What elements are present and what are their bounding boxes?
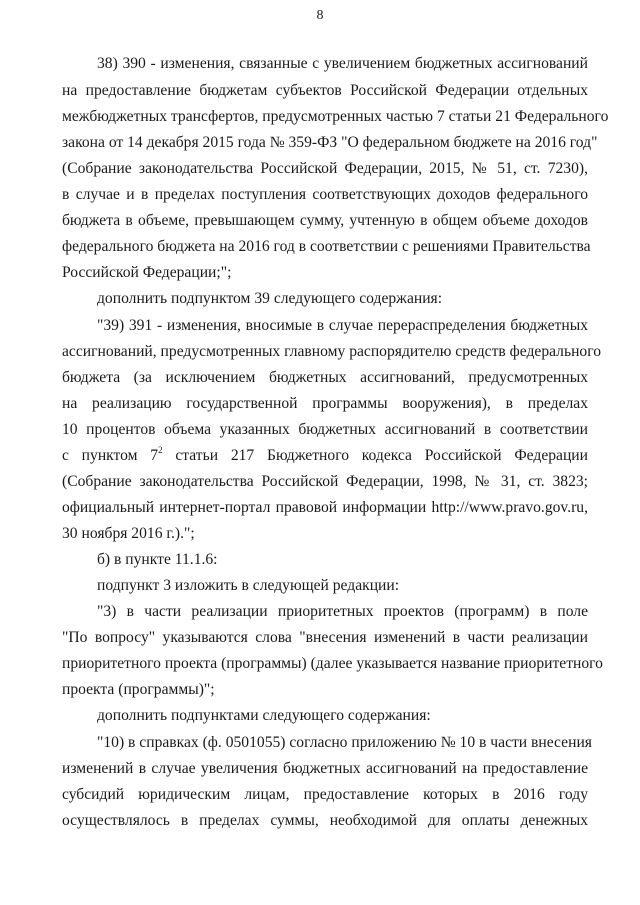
text-line: закона от 14 декабря 2015 года № 359-ФЗ "О федеральном бюджете на 2016 год" bbox=[62, 134, 598, 151]
text-line: официальный интернет-портал правовой информации http://www.pravo.gov.ru, bbox=[62, 499, 588, 516]
text-line: изменений в случае увеличения бюджетных ассигнований на предоставление bbox=[62, 760, 588, 777]
text-line: на предоставление бюджетам субъектов Российской Федерации отдельных bbox=[62, 82, 588, 99]
text-line: приоритетного проекта (программы) (далее указывается название приоритетного bbox=[62, 655, 603, 672]
text-line: "10) в справках (ф. 0501055) согласно приложению № 10 в части внесения bbox=[97, 734, 592, 751]
text-fragment: статьи 217 Бюджетного кодекса Российской Федерации bbox=[162, 447, 588, 464]
text-line: субсидий юридическим лицам, предоставление которых в 2016 году bbox=[62, 786, 588, 803]
text-line: 38) 390 - изменения, связанные с увеличением бюджетных ассигнований bbox=[97, 55, 588, 72]
text-line: подпункт 3 изложить в следующей редакции: bbox=[97, 577, 400, 594]
text-line: дополнить подпунктами следующего содержания: bbox=[97, 707, 431, 724]
text-line: на реализацию государственной программы вооружения), в пределах bbox=[62, 395, 588, 412]
text-line: (Собрание законодательства Российской Федерации, 2015, № 51, ст. 7230), bbox=[62, 160, 588, 177]
text-line: осуществлялось в пределах суммы, необходимой для оплаты денежных bbox=[62, 812, 588, 829]
text-fragment: с пунктом 7 bbox=[62, 447, 159, 464]
text-line bbox=[62, 446, 588, 466]
text-line: (Собрание законодательства Российской Федерации, 1998, № 31, ст. 3823; bbox=[62, 473, 588, 490]
text-line: ассигнований, предусмотренных главному распорядителю средств федерального bbox=[62, 343, 602, 360]
text-line: бюджета (за исключением бюджетных ассигнований, предусмотренных bbox=[62, 369, 588, 386]
text-line: межбюджетных трансфертов, предусмотренных частью 7 статьи 21 Федерального bbox=[62, 108, 609, 125]
text-line: дополнить подпунктом 39 следующего содержания: bbox=[97, 290, 443, 307]
text-line: "3) в части реализации приоритетных проектов (программ) в поле bbox=[97, 603, 588, 620]
text-line: "По вопросу" указываются слова "внесения изменений в части реализации bbox=[62, 629, 588, 646]
page-number: 8 bbox=[316, 8, 324, 23]
text-line: проекта (программы)"; bbox=[62, 681, 215, 698]
text-line: 30 ноября 2016 г.)."; bbox=[62, 525, 195, 542]
text-line: в случае и в пределах поступления соответствующих доходов федерального bbox=[62, 186, 588, 203]
text-line: "39) 391 - изменения, вносимые в случае перераспределения бюджетных bbox=[97, 317, 588, 334]
text-line: 10 процентов объема указанных бюджетных ассигнований в соответствии bbox=[62, 421, 588, 438]
superscript: 2 bbox=[158, 444, 163, 455]
text-line: бюджета в объеме, превышающем сумму, учтенную в общем объеме доходов bbox=[62, 212, 588, 229]
text-line: б) в пункте 11.1.6: bbox=[97, 551, 218, 568]
text-line: Российской Федерации;"; bbox=[62, 264, 232, 281]
text-line: федерального бюджета на 2016 год в соответствии с решениями Правительства bbox=[62, 238, 591, 255]
